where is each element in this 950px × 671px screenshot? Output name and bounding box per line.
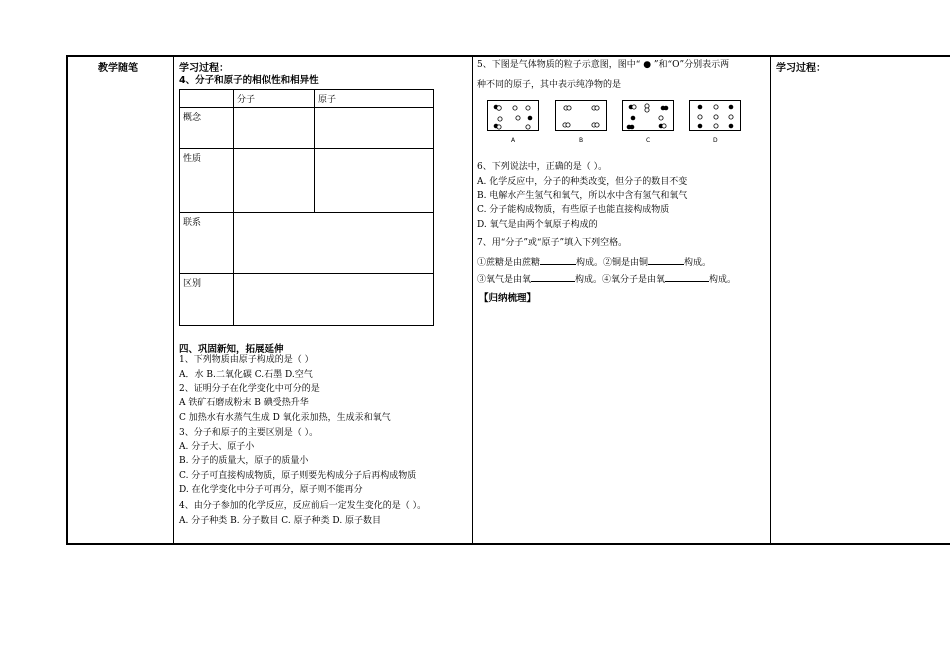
q7-part5-text: 构成。④氧分子是由氧 — [575, 275, 666, 285]
row-label-relation: 联系 — [180, 213, 234, 274]
q3-option-c: C. 分子可直接构成物质，原子则要先构成分子后再构成物质 — [179, 471, 417, 481]
table-row — [180, 108, 434, 149]
q5-stem-line2: 种不同的原子，其中表示纯净物的是 — [477, 80, 622, 90]
particle-diagram-d-svg — [690, 101, 742, 132]
q7-part2-text: 构成。②铜是由铜 — [576, 258, 649, 268]
table-row — [180, 149, 434, 213]
q2-stem: 2、证明分子在化学变化中可分的是 — [179, 384, 320, 394]
table-row — [180, 274, 434, 326]
learning-process-heading: 学习过程： — [179, 63, 229, 74]
q3-option-a: A. 分子大、原子小 — [179, 442, 255, 452]
q7-blank-3[interactable] — [531, 273, 575, 282]
q7-blank-4[interactable] — [665, 273, 709, 282]
q5-stem-line1: 5、下图是气体物质的粒子示意图，图中“ ● ”和“O”分别表示两 — [477, 60, 730, 70]
q4-stem: 4、由分子参加的化学反应，反应前后一定发生变化的是（ ）。 — [179, 501, 427, 511]
q1-options: A．水 B.二氧化碳 C.石墨 D.空气 — [179, 370, 313, 380]
table-header-atom: 原子 — [315, 90, 434, 108]
particle-diagram-a — [487, 100, 539, 131]
q2-options-cd: C 加热水有水蒸气生成 D 氧化汞加热，生成汞和氧气 — [179, 413, 391, 423]
learning-process-heading-right: 学习过程： — [776, 63, 826, 74]
row-label-property: 性质 — [180, 149, 234, 213]
table-header-molecule: 分子 — [234, 90, 315, 108]
q2-options-ab: A 铁矿石磨成粉末 B 碘受热升华 — [179, 398, 309, 408]
column-divider — [770, 55, 771, 545]
row-label-difference: 区别 — [180, 274, 234, 326]
q7-part4-text: ③氧气是由氧 — [477, 275, 532, 285]
table-header-blank — [180, 90, 234, 108]
q7-stem: 7、用“分子”或“原子”填入下列空格。 — [477, 238, 628, 248]
particle-diagram-d — [689, 100, 741, 131]
q7-line2 — [477, 273, 736, 286]
summary-title: 【归纳梳理】 — [479, 293, 537, 304]
q6-option-a: A. 化学反应中，分子的种类改变，但分子的数目不变 — [477, 177, 688, 187]
q6-stem: 6、下列说法中，正确的是（ ）。 — [477, 162, 608, 172]
q7-part1-text: ①蔗糖是由蔗糖 — [477, 258, 541, 268]
q7-line1 — [477, 256, 711, 269]
q6-option-b: B. 电解水产生氢气和氧气，所以水中含有氢气和氧气 — [477, 191, 688, 201]
particle-diagram-b — [555, 100, 607, 131]
diagram-label-b: B — [579, 137, 584, 144]
q6-option-d: D. 氧气是由两个氧原子构成的 — [477, 220, 598, 230]
row-label-concept: 概念 — [180, 108, 234, 149]
q3-option-b: B. 分子的质量大，原子的质量小 — [179, 456, 309, 466]
notes-heading: 教学随笔 — [98, 63, 138, 74]
q7-blank-2[interactable] — [648, 256, 684, 265]
q1-stem: 1、下列物质由原子构成的是（ ） — [179, 355, 314, 365]
q4-options: A. 分子种类 B. 分子数目 C. 原子种类 D. 原子数目 — [179, 516, 382, 526]
particle-diagram-a-svg — [488, 101, 540, 132]
column-divider — [472, 55, 473, 545]
particle-diagram-c-svg — [623, 101, 675, 132]
q6-option-c: C. 分子能构成物质，有些原子也能直接构成物质 — [477, 205, 670, 215]
section-title: 四、巩固新知，拓展延伸 — [179, 344, 284, 355]
q7-blank-1[interactable] — [540, 256, 576, 265]
q3-option-d: D. 在化学变化中分子可再分，原子则不能再分 — [179, 485, 363, 495]
q7-part3-text: 构成。 — [684, 258, 712, 268]
particle-diagram-b-svg — [556, 101, 608, 132]
diagram-label-c: C — [646, 137, 651, 144]
diagram-label-a: A — [511, 137, 516, 144]
diagram-label-d: D — [713, 137, 718, 144]
particle-diagram-c — [622, 100, 674, 131]
table-row — [180, 213, 434, 274]
column-divider — [173, 55, 174, 545]
q7-part6-text: 构成。 — [709, 275, 737, 285]
section4-title: 4、分子和原子的相似性和相异性 — [179, 75, 319, 86]
comparison-table — [179, 89, 434, 326]
q3-stem: 3、分子和原子的主要区别是（ ）。 — [179, 428, 319, 438]
